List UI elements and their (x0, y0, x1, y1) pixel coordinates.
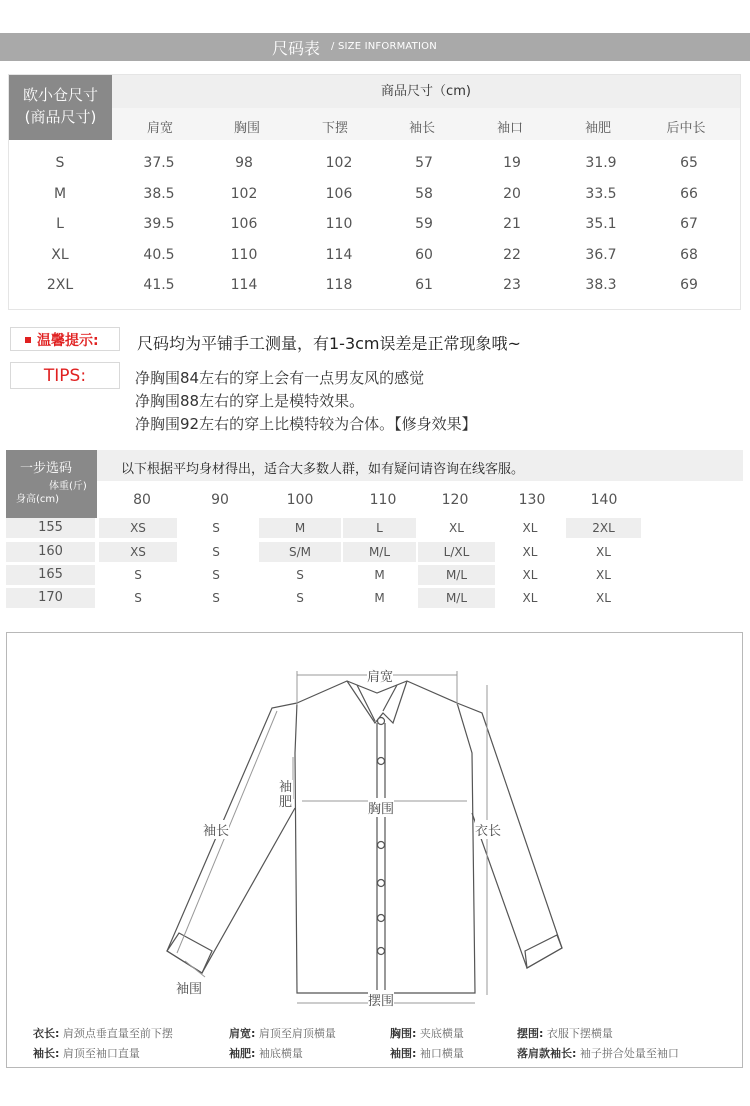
recommended-size-cell: XS (99, 542, 177, 562)
legend-item (229, 1045, 303, 1061)
height-label: 身高(cm) (16, 494, 60, 505)
recommended-size-cell: S (134, 568, 142, 582)
legend-item (390, 1045, 464, 1061)
legend-term: 摆围: (517, 1027, 544, 1040)
col-header: 袖肥 (584, 121, 612, 136)
legend-item (517, 1025, 613, 1041)
size-table-column-header (112, 108, 740, 140)
label-sleeve-length: 袖长 (203, 820, 229, 839)
warm-tip-label: 温馨提示: (37, 333, 99, 349)
legend-item (33, 1045, 140, 1061)
recommended-size-cell: M/L (343, 542, 416, 562)
recommended-size-cell: M (374, 591, 385, 605)
recommended-size-cell: M (259, 518, 341, 538)
legend-desc: 袖底横量 (258, 1047, 303, 1060)
legend-desc: 夹底横量 (419, 1027, 464, 1040)
legend-term: 袖长: (33, 1047, 60, 1060)
size-cell: 102 (230, 186, 258, 202)
size-cell: 37.5 (143, 155, 175, 171)
size-cell: 106 (325, 186, 353, 202)
size-cell: 65 (680, 155, 698, 171)
legend-term: 肩宽: (229, 1027, 256, 1040)
recommended-size-cell: M/L (418, 588, 495, 608)
legend-term: 袖肥: (229, 1047, 256, 1060)
size-cell: 35.1 (585, 216, 617, 232)
legend-desc: 肩顶至肩顶横量 (258, 1027, 336, 1040)
recommended-size-cell: S (212, 521, 220, 535)
recommended-size-cell: L (343, 518, 416, 538)
legend-desc: 肩颈点垂直量至前下摆 (62, 1027, 173, 1040)
recommended-size-cell: XL (522, 591, 538, 605)
recommended-size-cell: M (374, 568, 385, 582)
col-header: 肩宽 (146, 121, 174, 136)
size-label: 2XL (46, 277, 74, 293)
legend-term: 胸围: (390, 1027, 417, 1040)
section-header (0, 33, 750, 61)
col-header: 下摆 (321, 121, 349, 136)
size-cell: 106 (230, 216, 258, 232)
col-header: 袖长 (408, 121, 436, 136)
recommended-size-cell: S/M (259, 542, 341, 562)
size-cell: 110 (230, 247, 258, 263)
recommended-size-cell: XL (522, 568, 538, 582)
label-body-length: 衣长 (475, 820, 501, 839)
header-subtitle: / SIZE INFORMATION (331, 41, 437, 52)
label-cuff: 袖围 (176, 978, 202, 997)
recommended-size-cell: XL (596, 545, 611, 559)
recommended-size-cell: XL (522, 545, 538, 559)
size-cell: 41.5 (143, 277, 175, 293)
label-hem: 摆围 (368, 990, 394, 1009)
recommended-size-cell: S (296, 591, 304, 605)
size-cell: 39.5 (143, 216, 175, 232)
height-label: 160 (6, 542, 95, 562)
size-cell: 114 (325, 247, 353, 263)
weight-header: 90 (211, 492, 229, 508)
legend-desc: 衣服下摆横量 (546, 1027, 613, 1040)
picker-message: 以下根据平均身材得出，适合大多数人群，如有疑问请咨询在线客服。 (121, 462, 525, 477)
recommended-size-cell: XL (596, 568, 611, 582)
tip-line: 净胸围84左右的穿上会有一点男友风的感觉 (135, 369, 425, 387)
legend-item (229, 1025, 336, 1041)
header-title: 尺码表 (272, 39, 321, 58)
size-cell: 38.3 (585, 277, 617, 293)
weight-header: 110 (369, 492, 397, 508)
label-shoulder: 肩宽 (367, 666, 393, 685)
size-picker-corner (6, 450, 97, 518)
legend-desc: 袖子拼合处量至袖口 (579, 1047, 679, 1060)
weight-header: 140 (590, 492, 618, 508)
size-cell: 68 (680, 247, 698, 263)
size-table-corner (9, 75, 112, 140)
size-cell: 19 (503, 155, 521, 171)
size-cell: 60 (415, 247, 433, 263)
recommended-size-cell: XL (522, 521, 538, 535)
size-cell: 40.5 (143, 247, 175, 263)
col-header: 后中长 (666, 121, 706, 136)
height-label: 155 (6, 518, 95, 538)
legend-desc: 袖口横量 (419, 1047, 464, 1060)
weight-header: 120 (441, 492, 469, 508)
size-label: XL (51, 247, 69, 263)
recommended-size-cell: S (134, 591, 142, 605)
warm-tip-text: 尺码均为平铺手工测量，有1-3cm误差是正常现象哦~ (137, 334, 521, 353)
weight-header: 130 (518, 492, 546, 508)
weight-label: 体重(斤) (49, 481, 87, 492)
recommended-size-cell: S (212, 568, 220, 582)
size-cell: 59 (415, 216, 433, 232)
size-cell: 58 (415, 186, 433, 202)
size-cell: 31.9 (585, 155, 617, 171)
weight-header: 100 (286, 492, 314, 508)
legend-item (33, 1025, 173, 1041)
tip-line: 净胸围88左右的穿上是模特效果。 (135, 392, 365, 410)
corner-line-2: (商品尺寸) (24, 108, 97, 126)
picker-label: 一步选码 (20, 461, 73, 476)
warm-tip-badge (10, 327, 120, 351)
size-cell: 66 (680, 186, 698, 202)
size-cell: 114 (230, 277, 258, 293)
size-table-title: 商品尺寸（cm) (112, 75, 740, 108)
recommended-size-cell: XS (99, 518, 177, 538)
size-cell: 110 (325, 216, 353, 232)
weight-header: 80 (133, 492, 151, 508)
size-cell: 33.5 (585, 186, 617, 202)
recommended-size-cell: M/L (418, 565, 495, 585)
size-cell: 57 (415, 155, 433, 171)
size-cell: 102 (325, 155, 353, 171)
legend-term: 落肩款袖长: (517, 1047, 577, 1060)
tip-line: 净胸围92左右的穿上比模特较为合体。【修身效果】 (135, 415, 477, 433)
legend-item (517, 1045, 679, 1061)
recommended-size-cell: S (212, 591, 220, 605)
size-cell: 21 (503, 216, 521, 232)
legend-term: 袖围: (390, 1047, 417, 1060)
recommended-size-cell: S (296, 568, 304, 582)
size-table (8, 74, 741, 310)
col-header: 胸围 (233, 121, 261, 136)
size-cell: 118 (325, 277, 353, 293)
size-cell: 69 (680, 277, 698, 293)
size-cell: 22 (503, 247, 521, 263)
size-label: S (55, 155, 65, 171)
size-label: M (53, 186, 67, 202)
label-sleeve-width: 袖 肥 (279, 780, 293, 810)
recommended-size-cell: L/XL (418, 542, 495, 562)
recommended-size-cell: XL (449, 521, 464, 535)
size-cell: 36.7 (585, 247, 617, 263)
corner-line-1: 欧小仓尺寸 (22, 86, 98, 104)
recommended-size-cell: XL (596, 591, 611, 605)
height-label: 170 (6, 588, 95, 608)
size-cell: 23 (503, 277, 521, 293)
size-cell: 67 (680, 216, 698, 232)
recommended-size-cell: 2XL (566, 518, 641, 538)
size-cell: 38.5 (143, 186, 175, 202)
size-cell: 61 (415, 277, 433, 293)
col-header: 袖口 (496, 121, 524, 136)
recommended-size-cell: S (212, 545, 220, 559)
size-cell: 98 (235, 155, 253, 171)
height-label: 165 (6, 565, 95, 585)
label-chest: 胸围 (368, 798, 394, 817)
tips-badge: TIPS: (10, 362, 120, 389)
size-cell: 20 (503, 186, 521, 202)
legend-term: 衣长: (33, 1027, 60, 1040)
bullet-square-icon (25, 337, 31, 343)
measurement-diagram (6, 632, 743, 1068)
legend-item (390, 1025, 464, 1041)
size-label: L (56, 216, 64, 232)
legend-desc: 肩顶至袖口直量 (62, 1047, 140, 1060)
